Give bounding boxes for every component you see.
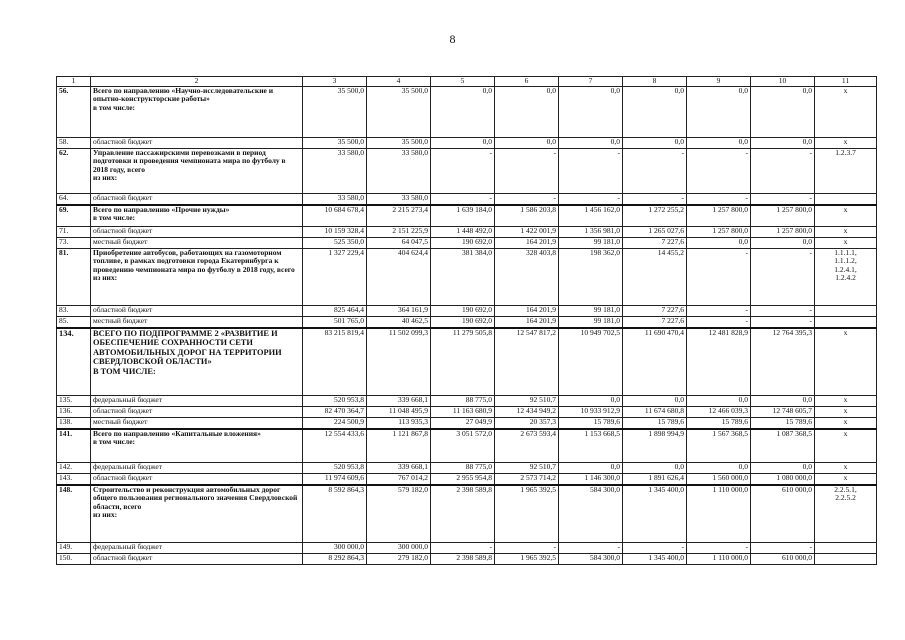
amount-cell: 12 764 395,3 xyxy=(751,328,815,396)
amount-cell: 190 692,0 xyxy=(431,316,495,328)
amount-cell: 501 765,0 xyxy=(303,316,367,328)
amount-cell: 11 674 680,8 xyxy=(623,406,687,417)
amount-cell: - xyxy=(431,193,495,205)
row-label: ВСЕГО ПО ПОДПРОГРАММЕ 2 «РАЗВИТИЕ И ОБЕСПЕЧЕНИЕ СОХРАННОСТИ СЕТИ АВТОМОБИЛЬНЫХ ДОРОГ НА ТЕРРИТОРИИ СВЕРДЛОВСКОЙ ОБЛАСТИ» В ТОМ ЧИСЛЕ: xyxy=(91,328,303,396)
table-row xyxy=(57,395,877,406)
amount-cell: 610 000,0 xyxy=(751,485,815,543)
row-label: федеральный бюджет xyxy=(91,462,303,473)
column-header: 2 xyxy=(91,77,303,87)
amount-cell: - xyxy=(495,542,559,553)
row-label: местный бюджет xyxy=(91,237,303,248)
amount-cell: 1 110 000,0 xyxy=(687,553,751,564)
table-row xyxy=(57,485,877,543)
row-label: местный бюджет xyxy=(91,417,303,429)
amount-cell: 381 384,0 xyxy=(431,248,495,305)
amount-cell: 92 510,7 xyxy=(495,462,559,473)
amount-cell: 88 775,0 xyxy=(431,462,495,473)
amount-cell: - xyxy=(431,148,495,193)
row-label: областной бюджет xyxy=(91,226,303,237)
page-number: 8 xyxy=(449,32,456,46)
row-number: 83. xyxy=(57,305,91,316)
amount-cell: 579 182,0 xyxy=(367,485,431,543)
amount-cell: 525 350,0 xyxy=(303,237,367,248)
amount-cell: 1 146 300,0 xyxy=(559,473,623,485)
amount-cell: 190 692,0 xyxy=(431,305,495,316)
amount-cell: 1 257 800,0 xyxy=(751,226,815,237)
row-label: Всего по направлению «Капитальные вложения» в том числе: xyxy=(91,429,303,463)
amount-cell: 0,0 xyxy=(751,86,815,137)
amount-cell: 3 051 572,0 xyxy=(431,429,495,463)
amount-cell: 1 448 492,0 xyxy=(431,226,495,237)
row-number: 143. xyxy=(57,473,91,485)
amount-cell: 1 567 368,5 xyxy=(687,429,751,463)
amount-cell: 10 684 678,4 xyxy=(303,205,367,227)
target-reference: x xyxy=(815,226,877,237)
amount-cell: 7 227,6 xyxy=(623,316,687,328)
amount-cell: - xyxy=(559,148,623,193)
amount-cell: 40 462,5 xyxy=(367,316,431,328)
amount-cell: 0,0 xyxy=(751,237,815,248)
amount-cell: 99 181,0 xyxy=(559,316,623,328)
amount-cell: 164 201,9 xyxy=(495,237,559,248)
amount-cell: 1 345 400,0 xyxy=(623,485,687,543)
amount-cell: 0,0 xyxy=(495,137,559,148)
amount-cell: 0,0 xyxy=(751,137,815,148)
row-number: 136. xyxy=(57,406,91,417)
column-header: 6 xyxy=(495,77,559,87)
table-row xyxy=(57,553,877,564)
target-reference xyxy=(815,316,877,328)
target-reference: x xyxy=(815,462,877,473)
amount-cell: 1 586 203,8 xyxy=(495,205,559,227)
amount-cell: 92 510,7 xyxy=(495,395,559,406)
target-reference: 2.2.5.1, 2.2.5.2 xyxy=(815,485,877,543)
row-label: областной бюджет xyxy=(91,473,303,485)
amount-cell: 2 398 589,8 xyxy=(431,553,495,564)
amount-cell: 1 265 027,6 xyxy=(623,226,687,237)
amount-cell: 11 690 470,4 xyxy=(623,328,687,396)
amount-cell: 12 748 605,7 xyxy=(751,406,815,417)
row-label: Всего по направлению «Научно-исследовательские и опытно-конструкторские работы» в том числе: xyxy=(91,86,303,137)
amount-cell: 2 398 589,8 xyxy=(431,485,495,543)
budget-table xyxy=(56,76,877,565)
amount-cell: 99 181,0 xyxy=(559,237,623,248)
row-number: 150. xyxy=(57,553,91,564)
amount-cell: 15 789,6 xyxy=(751,417,815,429)
amount-cell: 1 257 800,0 xyxy=(687,205,751,227)
amount-cell: 0,0 xyxy=(559,395,623,406)
amount-cell: 7 227,6 xyxy=(623,305,687,316)
amount-cell: 1 456 162,0 xyxy=(559,205,623,227)
row-number: 134. xyxy=(57,328,91,396)
target-reference: x xyxy=(815,417,877,429)
amount-cell: 0,0 xyxy=(559,86,623,137)
amount-cell: 1 257 800,0 xyxy=(751,205,815,227)
amount-cell: 10 933 912,9 xyxy=(559,406,623,417)
row-label: областной бюджет xyxy=(91,137,303,148)
amount-cell: 584 300,0 xyxy=(559,553,623,564)
amount-cell: 12 554 433,6 xyxy=(303,429,367,463)
amount-cell: 1 345 400,0 xyxy=(623,553,687,564)
row-number: 148. xyxy=(57,485,91,543)
amount-cell: 1 898 994,9 xyxy=(623,429,687,463)
column-header: 11 xyxy=(815,77,877,87)
amount-cell: - xyxy=(751,316,815,328)
row-number: 138. xyxy=(57,417,91,429)
amount-cell: 2 151 225,9 xyxy=(367,226,431,237)
amount-cell: 1 257 800,0 xyxy=(687,226,751,237)
amount-cell: 1 087 368,5 xyxy=(751,429,815,463)
amount-cell: - xyxy=(431,542,495,553)
amount-cell: 224 500,9 xyxy=(303,417,367,429)
amount-cell: 404 624,4 xyxy=(367,248,431,305)
amount-cell: 300 000,0 xyxy=(367,542,431,553)
target-reference: x xyxy=(815,237,877,248)
amount-cell: - xyxy=(687,542,751,553)
amount-cell: 35 500,0 xyxy=(303,86,367,137)
amount-cell: 279 182,0 xyxy=(367,553,431,564)
amount-cell: - xyxy=(751,305,815,316)
table-row xyxy=(57,205,877,227)
amount-cell: 1 121 867,8 xyxy=(367,429,431,463)
amount-cell: 0,0 xyxy=(751,395,815,406)
amount-cell: 33 580,0 xyxy=(367,193,431,205)
amount-cell: 0,0 xyxy=(687,395,751,406)
amount-cell: - xyxy=(687,248,751,305)
row-number: 64. xyxy=(57,193,91,205)
column-header: 4 xyxy=(367,77,431,87)
target-reference: x xyxy=(815,86,877,137)
amount-cell: 300 000,0 xyxy=(303,542,367,553)
amount-cell: 33 580,0 xyxy=(303,148,367,193)
amount-cell: 0,0 xyxy=(559,137,623,148)
row-number: 56. xyxy=(57,86,91,137)
amount-cell: 1 422 001,9 xyxy=(495,226,559,237)
table-row xyxy=(57,542,877,553)
table-row xyxy=(57,248,877,305)
amount-cell: 35 500,0 xyxy=(367,137,431,148)
amount-cell: 0,0 xyxy=(431,86,495,137)
amount-cell: 8 592 864,3 xyxy=(303,485,367,543)
amount-cell: 15 789,6 xyxy=(559,417,623,429)
amount-cell: 584 300,0 xyxy=(559,485,623,543)
table-row xyxy=(57,429,877,463)
column-header: 5 xyxy=(431,77,495,87)
amount-cell: 520 953,8 xyxy=(303,395,367,406)
amount-cell: 190 692,0 xyxy=(431,237,495,248)
row-label: Строительство и реконструкция автомобильных дорог общего пользования регионального значения Свердловской области, всего из них: xyxy=(91,485,303,543)
amount-cell: - xyxy=(623,193,687,205)
amount-cell: - xyxy=(687,193,751,205)
amount-cell: 33 580,0 xyxy=(303,193,367,205)
amount-cell: 35 500,0 xyxy=(367,86,431,137)
amount-cell: 0,0 xyxy=(687,237,751,248)
target-reference: x xyxy=(815,137,877,148)
amount-cell: 12 466 039,3 xyxy=(687,406,751,417)
amount-cell: 1 965 392,5 xyxy=(495,485,559,543)
amount-cell: 0,0 xyxy=(431,137,495,148)
row-number: 81. xyxy=(57,248,91,305)
table-row xyxy=(57,473,877,485)
amount-cell: - xyxy=(495,148,559,193)
amount-cell: 164 201,9 xyxy=(495,316,559,328)
target-reference: x xyxy=(815,473,877,485)
column-header: 1 xyxy=(57,77,91,87)
amount-cell: - xyxy=(623,148,687,193)
amount-cell: 0,0 xyxy=(751,462,815,473)
amount-cell: 0,0 xyxy=(495,86,559,137)
row-number: 69. xyxy=(57,205,91,227)
table-row xyxy=(57,462,877,473)
amount-cell: 0,0 xyxy=(623,86,687,137)
target-reference xyxy=(815,542,877,553)
amount-cell: 2 955 954,8 xyxy=(431,473,495,485)
amount-cell: 339 668,1 xyxy=(367,395,431,406)
amount-cell: 825 464,4 xyxy=(303,305,367,316)
table-row xyxy=(57,328,877,396)
amount-cell: 1 153 668,5 xyxy=(559,429,623,463)
amount-cell: 2 215 273,4 xyxy=(367,205,431,227)
target-reference xyxy=(815,305,877,316)
amount-cell: 1 560 000,0 xyxy=(687,473,751,485)
amount-cell: 14 455,2 xyxy=(623,248,687,305)
amount-cell: 1 080 000,0 xyxy=(751,473,815,485)
amount-cell: 33 580,0 xyxy=(367,148,431,193)
table-row xyxy=(57,226,877,237)
amount-cell: 12 481 828,9 xyxy=(687,328,751,396)
table-row xyxy=(57,406,877,417)
amount-cell: 20 357,3 xyxy=(495,417,559,429)
row-label: федеральный бюджет xyxy=(91,395,303,406)
amount-cell: 0,0 xyxy=(623,395,687,406)
amount-cell: 339 668,1 xyxy=(367,462,431,473)
row-number: 142. xyxy=(57,462,91,473)
amount-cell: - xyxy=(623,542,687,553)
column-header: 3 xyxy=(303,77,367,87)
amount-cell: 0,0 xyxy=(687,462,751,473)
table-row xyxy=(57,417,877,429)
row-number: 58. xyxy=(57,137,91,148)
amount-cell: 11 048 495,9 xyxy=(367,406,431,417)
amount-cell: 99 181,0 xyxy=(559,305,623,316)
row-label: Всего по направлению «Прочие нужды» в том числе: xyxy=(91,205,303,227)
amount-cell: 0,0 xyxy=(623,137,687,148)
amount-cell: 88 775,0 xyxy=(431,395,495,406)
amount-cell: 1 356 981,0 xyxy=(559,226,623,237)
column-header: 10 xyxy=(751,77,815,87)
target-reference xyxy=(815,553,877,564)
amount-cell: - xyxy=(751,193,815,205)
amount-cell: 11 974 609,6 xyxy=(303,473,367,485)
amount-cell: 2 573 714,2 xyxy=(495,473,559,485)
table-row xyxy=(57,305,877,316)
amount-cell: 12 434 949,2 xyxy=(495,406,559,417)
table-row xyxy=(57,193,877,205)
amount-cell: - xyxy=(751,148,815,193)
amount-cell: - xyxy=(559,542,623,553)
row-number: 85. xyxy=(57,316,91,328)
row-number: 149. xyxy=(57,542,91,553)
amount-cell: 1 110 000,0 xyxy=(687,485,751,543)
amount-cell: 10 159 328,4 xyxy=(303,226,367,237)
amount-cell: 10 949 702,5 xyxy=(559,328,623,396)
amount-cell: 11 279 505,8 xyxy=(431,328,495,396)
row-number: 73. xyxy=(57,237,91,248)
amount-cell: 328 403,8 xyxy=(495,248,559,305)
table-row xyxy=(57,237,877,248)
amount-cell: 82 470 364,7 xyxy=(303,406,367,417)
row-label: областной бюджет xyxy=(91,553,303,564)
table-row xyxy=(57,148,877,193)
amount-cell: 0,0 xyxy=(623,462,687,473)
amount-cell: 27 049,9 xyxy=(431,417,495,429)
row-label: областной бюджет xyxy=(91,406,303,417)
amount-cell: 610 000,0 xyxy=(751,553,815,564)
amount-cell: 198 362,0 xyxy=(559,248,623,305)
row-label: Управление пассажирскими перевозками в период подготовки и проведения чемпионата мира по футболу в 2018 году, всего из них: xyxy=(91,148,303,193)
column-header: 8 xyxy=(623,77,687,87)
amount-cell: 11 163 680,9 xyxy=(431,406,495,417)
row-number: 62. xyxy=(57,148,91,193)
amount-cell: 767 014,2 xyxy=(367,473,431,485)
amount-cell: 0,0 xyxy=(687,86,751,137)
row-number: 71. xyxy=(57,226,91,237)
amount-cell: - xyxy=(687,148,751,193)
target-reference: x xyxy=(815,429,877,463)
amount-cell: 1 891 626,4 xyxy=(623,473,687,485)
amount-cell: 0,0 xyxy=(687,137,751,148)
row-number: 135. xyxy=(57,395,91,406)
amount-cell: 12 547 817,2 xyxy=(495,328,559,396)
row-label: местный бюджет xyxy=(91,316,303,328)
row-label: Приобретение автобусов, работающих на газомоторном топливе, в рамках подготовки города Екатеринбурга к проведению чемпионата мира по футболу в 2018 году, всего из них: xyxy=(91,248,303,305)
target-reference: x xyxy=(815,406,877,417)
amount-cell: 164 201,9 xyxy=(495,305,559,316)
amount-cell: 364 161,9 xyxy=(367,305,431,316)
amount-cell: 1 639 184,0 xyxy=(431,205,495,227)
amount-cell: 2 673 593,4 xyxy=(495,429,559,463)
amount-cell: 1 965 392,5 xyxy=(495,553,559,564)
amount-cell: - xyxy=(687,316,751,328)
row-label: федеральный бюджет xyxy=(91,542,303,553)
amount-cell: 15 789,6 xyxy=(687,417,751,429)
amount-cell: 7 227,6 xyxy=(623,237,687,248)
amount-cell: - xyxy=(751,248,815,305)
amount-cell: 1 327 229,4 xyxy=(303,248,367,305)
table-row xyxy=(57,316,877,328)
amount-cell: 0,0 xyxy=(559,462,623,473)
amount-cell: 8 292 864,3 xyxy=(303,553,367,564)
row-number: 141. xyxy=(57,429,91,463)
amount-cell: - xyxy=(495,193,559,205)
amount-cell: 15 789,6 xyxy=(623,417,687,429)
target-reference: 1.2.3.7 xyxy=(815,148,877,193)
amount-cell: - xyxy=(751,542,815,553)
column-header: 7 xyxy=(559,77,623,87)
table-body xyxy=(57,86,877,564)
row-label: областной бюджет xyxy=(91,305,303,316)
table-row xyxy=(57,86,877,137)
amount-cell: 113 935,3 xyxy=(367,417,431,429)
column-header-row xyxy=(57,77,877,87)
amount-cell: 1 272 255,2 xyxy=(623,205,687,227)
amount-cell: 35 500,0 xyxy=(303,137,367,148)
amount-cell: 11 502 099,3 xyxy=(367,328,431,396)
amount-cell: - xyxy=(559,193,623,205)
target-reference: x xyxy=(815,395,877,406)
table-row xyxy=(57,137,877,148)
target-reference xyxy=(815,193,877,205)
target-reference: 1.1.1.1, 1.1.1.2, 1.2.4.1, 1.2.4.2 xyxy=(815,248,877,305)
amount-cell: 83 215 819,4 xyxy=(303,328,367,396)
amount-cell: 520 953,8 xyxy=(303,462,367,473)
target-reference: x xyxy=(815,205,877,227)
column-header: 9 xyxy=(687,77,751,87)
row-label: областной бюджет xyxy=(91,193,303,205)
amount-cell: - xyxy=(687,305,751,316)
amount-cell: 64 047,5 xyxy=(367,237,431,248)
target-reference: x xyxy=(815,328,877,396)
